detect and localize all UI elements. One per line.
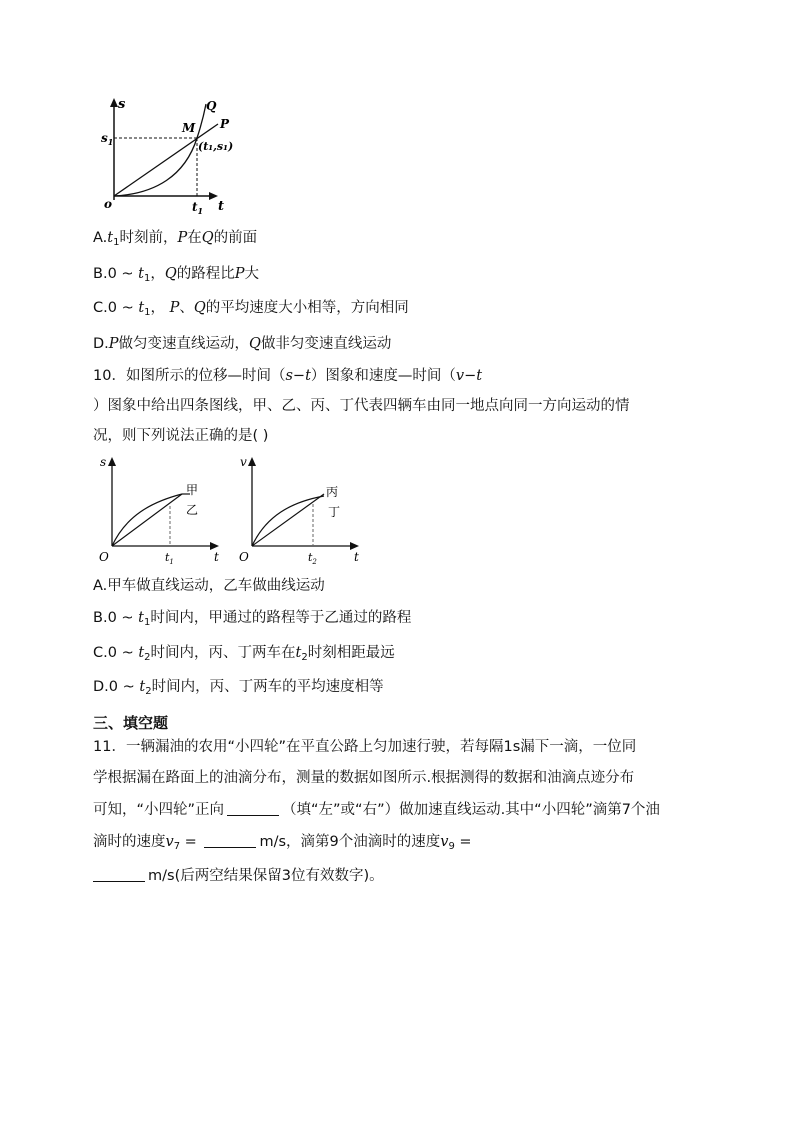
label-s: s xyxy=(118,97,126,112)
label-t: t xyxy=(214,550,219,564)
label-t2: $t_2$ xyxy=(308,551,317,566)
answer-blank-v9[interactable] xyxy=(93,867,145,882)
q11-line5: m/s(后两空结果保留3位有效数字)。 xyxy=(93,866,384,886)
label-yi: 乙 xyxy=(186,503,199,517)
label-t1: $t_1$ xyxy=(165,551,174,566)
label-m: M xyxy=(182,121,196,135)
q9-option-a: $A.t_1$时刻前，P在Q的前面 xyxy=(93,230,258,248)
q10-option-d: D.0 ~ $t_2$时间内，丙、丁两车的平均速度相等 xyxy=(93,679,384,697)
q11-line3: 可知，“小四轮”正向 （填“左”或“右”）做加速直线运动.其中“小四轮”滴第7个油 xyxy=(93,802,660,818)
label-p: P xyxy=(220,117,230,131)
q9-option-b: B.0 ~ $t_1$，Q的路程比P大 xyxy=(93,266,260,284)
label-o: O xyxy=(239,550,249,564)
q9-option-c: C.0 ~ $t_1$， P、Q的平均速度大小相等，方向相同 xyxy=(93,300,409,318)
y-axis-arrow xyxy=(108,457,116,466)
answer-blank-direction[interactable] xyxy=(227,801,279,816)
label-bing: 丙 xyxy=(326,485,339,499)
q10-option-c: C.0 ~ $t_2$时间内，丙、丁两车在$t_2$时刻相距最远 xyxy=(93,645,395,663)
label-o: o xyxy=(104,197,113,211)
label-point: (t₁,s₁) xyxy=(198,140,234,153)
q10-option-b: B.0 ~ $t_1$时间内，甲通过的路程等于乙通过的路程 xyxy=(93,610,412,628)
curve-q xyxy=(114,104,206,196)
label-t1: $t_1$ xyxy=(192,200,204,216)
label-s1: $s_1$ xyxy=(101,131,114,147)
figure-st-pq xyxy=(100,96,240,218)
label-o: O xyxy=(99,550,109,564)
label-t: t xyxy=(354,550,359,564)
q10-stem-line1: 10．如图所示的位移—时间（s−t）图象和速度—时间（v−t xyxy=(93,368,483,384)
x-axis-arrow xyxy=(210,542,219,550)
x-axis-arrow xyxy=(350,542,359,550)
q10-stem-line3: 况，则下列说法正确的是( ) xyxy=(93,428,269,444)
figure-vt-graph xyxy=(236,454,368,566)
q9-option-d: D.P做匀变速直线运动，Q做非匀变速直线运动 xyxy=(93,336,392,352)
label-v: v xyxy=(240,455,247,469)
answer-blank-v7[interactable] xyxy=(204,833,256,848)
q11-line2: 学根据漏在路面上的油滴分布，测量的数据如图所示.根据测得的数据和油滴点迹分布 xyxy=(93,770,635,786)
x-axis-arrow xyxy=(209,192,218,200)
label-s: s xyxy=(100,455,107,469)
line-p xyxy=(114,124,218,196)
q10-option-a: A.甲车做直线运动，乙车做曲线运动 xyxy=(93,578,325,594)
label-t: t xyxy=(218,199,225,214)
q10-stem-line2: ）图象中给出四条图线，甲、乙、丙、丁代表四辆车由同一地点向同一方向运动的情 xyxy=(93,398,630,414)
figure-st-graph xyxy=(96,454,228,566)
y-axis-arrow xyxy=(110,98,118,107)
line-jia xyxy=(112,494,182,546)
q11-line1: 11．一辆漏油的农用“小四轮”在平直公路上匀加速行驶，若每隔1s漏下一滴，一位同 xyxy=(93,739,637,755)
label-q: Q xyxy=(206,99,217,113)
label-jia: 甲 xyxy=(186,483,199,497)
y-axis-arrow xyxy=(248,457,256,466)
q11-line4: 滴时的速度$v_7 = m/s$，滴第9个油滴时的速度$v_9$ = xyxy=(93,834,472,852)
section-title-fill-in: 三、填空题 xyxy=(93,714,169,732)
label-ding: 丁 xyxy=(328,505,341,519)
